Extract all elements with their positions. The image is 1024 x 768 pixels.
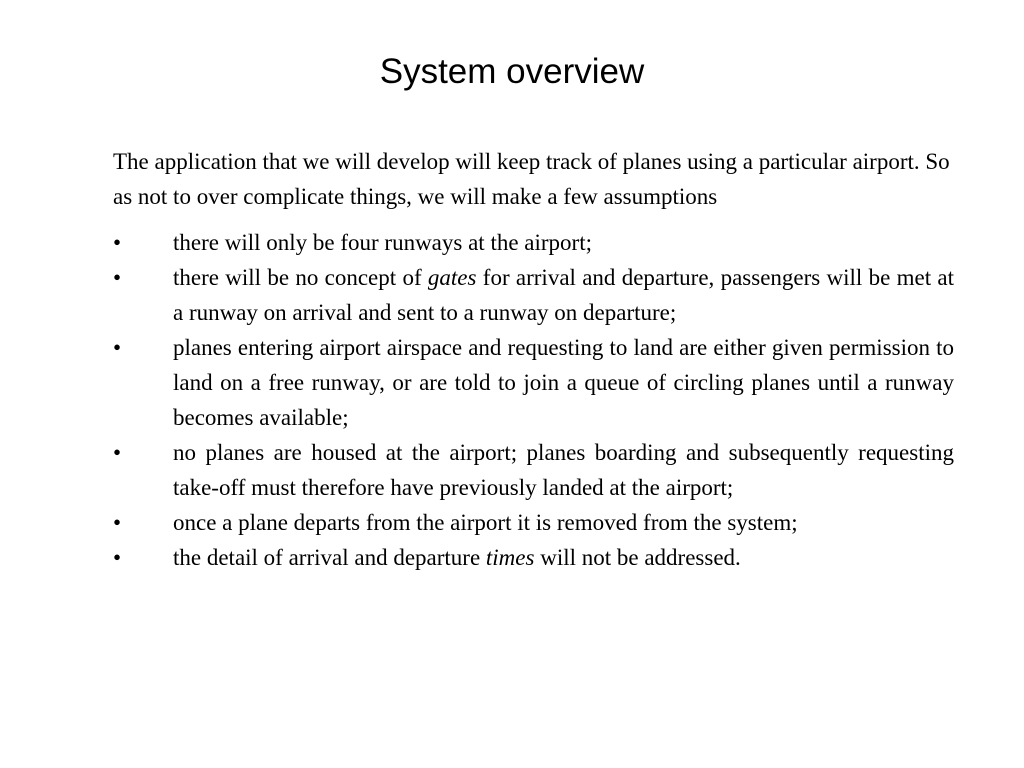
assumption-item-departure <box>113 505 954 540</box>
assumption-text: once a plane departs from the airport it is removed from the system; <box>173 510 798 535</box>
intro-paragraph: The application that we will develop will keep track of planes using a particular airport. So as not to over complicate things, we will make a few assumptions <box>113 149 950 209</box>
assumption-text-start: there will be no concept of <box>173 265 428 290</box>
bullet-icon: • <box>113 335 122 360</box>
assumption-text: planes entering airport airspace and requesting to land are either given permission to land on a free runway, or are told to join a queue of circling planes until a runway becomes available; <box>173 335 954 430</box>
slide-body <box>113 144 954 575</box>
assumption-text-start: the detail of arrival and departure <box>173 545 486 570</box>
assumption-item-landing <box>113 330 954 435</box>
assumption-emphasis-gates: gates <box>427 265 477 290</box>
assumption-item-runways <box>113 225 954 260</box>
bullet-icon: • <box>113 545 122 570</box>
assumption-text-end: will not be addressed. <box>534 545 741 570</box>
bullet-icon: • <box>113 510 122 535</box>
assumption-item-housing <box>113 435 954 505</box>
bullet-icon: • <box>113 265 122 290</box>
assumption-text: no planes are housed at the airport; planes boarding and subsequently requesting take-off must therefore have previously landed at the airport; <box>173 440 954 500</box>
assumption-item-gates <box>113 260 954 330</box>
assumption-text-end: for arrival and departure, passengers will be met at a runway on arrival and sent to a runway on departure; <box>173 265 954 325</box>
assumptions-list <box>113 225 954 575</box>
assumption-item-times <box>113 540 954 575</box>
bullet-icon: • <box>113 230 122 255</box>
bullet-icon: • <box>113 440 122 465</box>
slide-title: System overview <box>379 52 645 91</box>
assumption-text: there will only be four runways at the airport; <box>173 230 592 255</box>
assumption-emphasis-times: times <box>485 545 535 570</box>
